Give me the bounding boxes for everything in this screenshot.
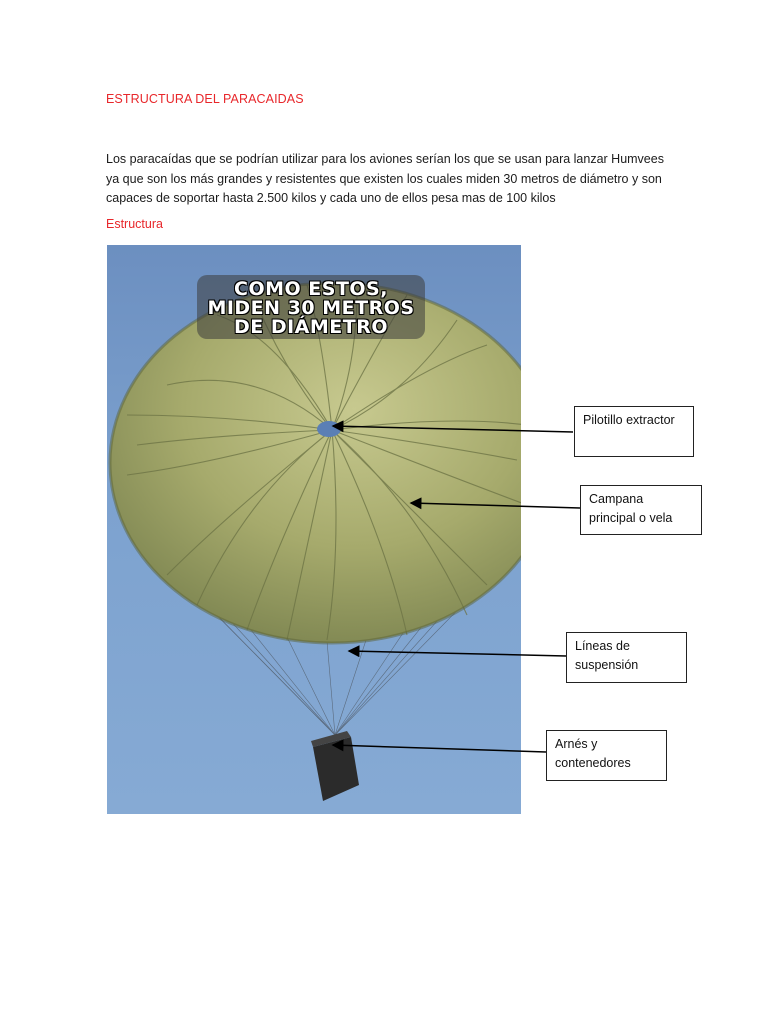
label-line: principal o vela xyxy=(589,511,673,525)
label-line: suspensión xyxy=(575,658,639,672)
arrow-lineas xyxy=(349,651,566,656)
paragraph-line: ya que son los más grandes y resistentes que existen los cuales miden 30 metros de diámetro y son xyxy=(106,171,662,186)
label-arnes-contenedores xyxy=(546,730,667,781)
caption-line: COMO ESTOS, xyxy=(234,278,388,300)
section-subtitle: Estructura xyxy=(106,217,163,231)
label-line: Campana xyxy=(589,492,644,506)
label-line: Líneas de xyxy=(575,639,630,653)
paragraph-line: Los paracaídas que se podrían utilizar para los aviones serían los que se usan para lanzar Humvees xyxy=(106,152,664,166)
label-pilotillo-extractor xyxy=(574,406,694,457)
arrow-pilotillo xyxy=(333,426,573,432)
label-line: Pilotillo extractor xyxy=(583,413,675,427)
paragraph-line: capaces de soportar hasta 2.500 kilos y cada uno de ellos pesa mas de 100 kilos xyxy=(106,191,556,205)
arrow-campana xyxy=(411,503,580,508)
document-title: ESTRUCTURA DEL PARACAIDAS xyxy=(106,92,304,106)
arrow-arnes xyxy=(333,745,546,752)
caption-line: MIDEN 30 METROS xyxy=(207,297,415,319)
label-lineas-suspension xyxy=(566,632,687,683)
label-campana-principal xyxy=(580,485,702,535)
label-line: Arnés y xyxy=(555,737,598,751)
label-line: contenedores xyxy=(555,756,631,770)
caption-line: DE DIÁMETRO xyxy=(233,316,389,338)
